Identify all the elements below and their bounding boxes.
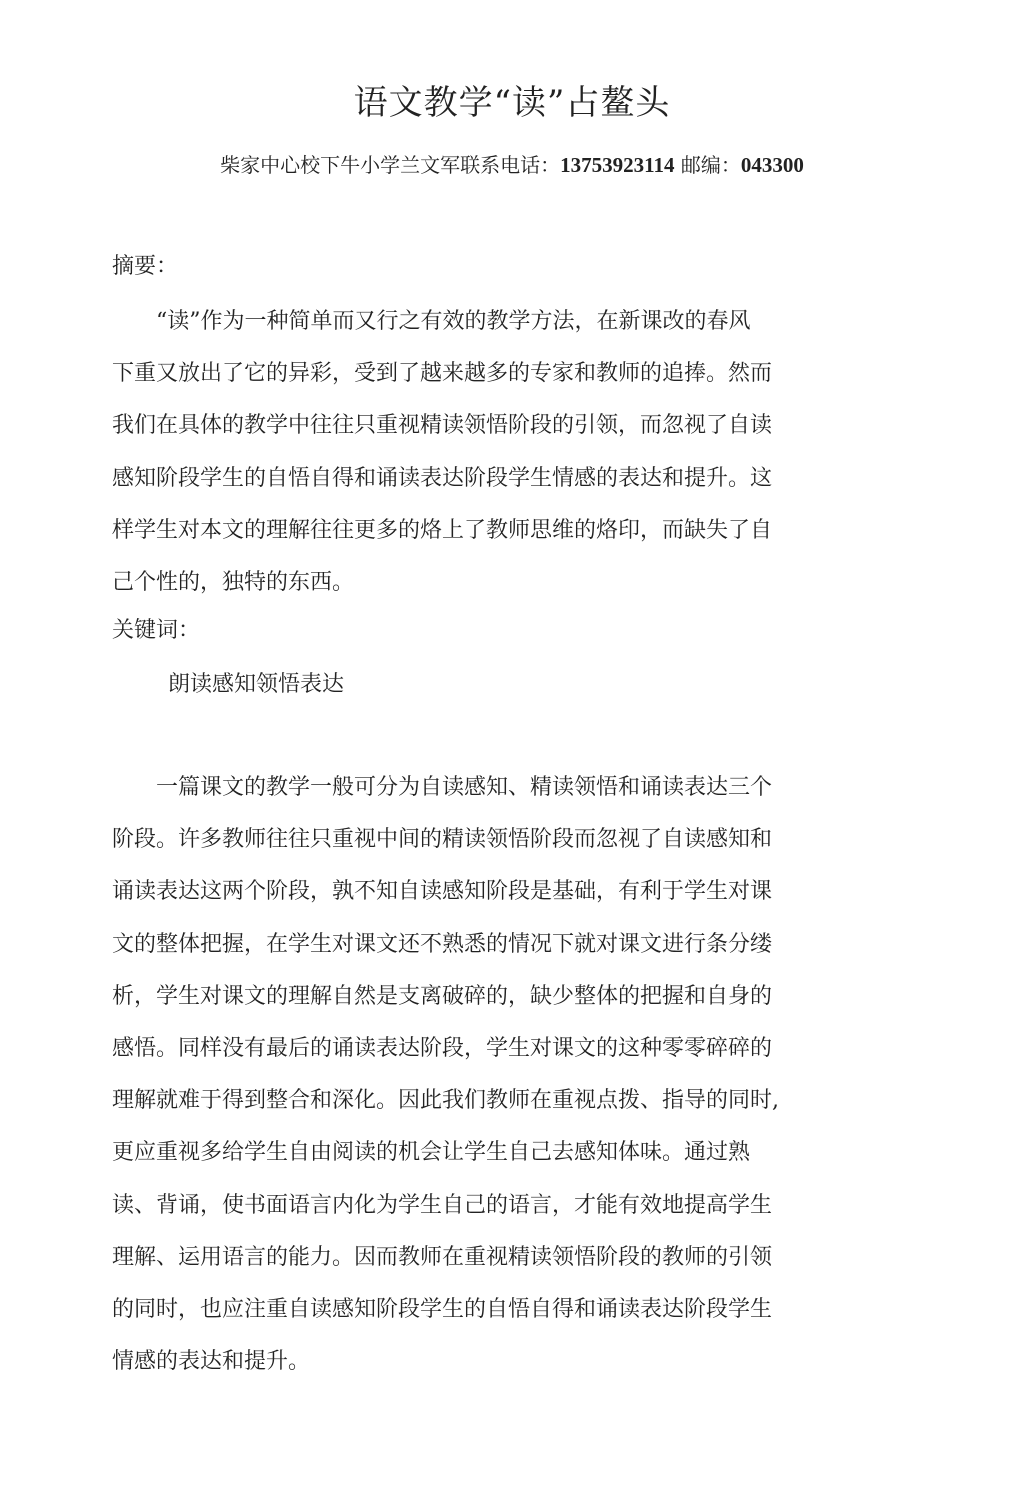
abstract-label: 摘要： [112, 254, 179, 279]
author-byline [0, 150, 1024, 180]
byline-phone: 13753923114 [560, 153, 675, 177]
byline-text: 柴家中心校下牛小学兰文军联系电话： [220, 153, 561, 177]
byline-zip-label: 邮编： [674, 153, 741, 177]
byline-zip: 043300 [740, 153, 804, 177]
body-paragraph: 一篇课文的教学一般可分为自读感知、精读领悟和诵读表达三个 阶段。许多教师往往只重视中间的精读领悟阶段而忽视了自读感知和 诵读表达这两个阶段，孰不知自读感知阶段是基础，有利于学生对课 文的整体把握，在学生对课文还不熟悉的情况下就对课文进行条分缕 析，学生对课文的理解自然是支离破碎的，缺少整体的把握和自身的 感悟。同样没有最后的诵读表达阶段，学生对课文的这种零零碎碎的 理解就难于得到整合和深化。因此我们教师在重视点拨、指导的同时, 更应重视多给学生自由阅读的机会让学生自己去感知体味。通过熟 读、背诵，使书面语言内化为学生自己的语言，才能有效地提高学生 理解、运用语言的能力。因而教师在重视精读领悟阶段的教师的引领 的同时，也应注重自读感知阶段学生的自悟自得和诵读表达阶段学生 情感的表达和提升。 [112, 775, 779, 1375]
page-title: 语文教学“读”占鳌头 [353, 83, 671, 123]
abstract-paragraph: “读”作为一种简单而又行之有效的教学方法，在新课改的春风 下重又放出了它的异彩，受到了越来越多的专家和教师的追捧。然而 我们在具体的教学中往往只重视精读领悟阶段的引领，而忽视了自读 感知阶段学生的自悟自得和诵读表达阶段学生情感的表达和提升。这 样学生对本文的理解往往更多的烙上了教师思维的烙印，而缺失了自 己个性的，独特的东西。 [112, 309, 773, 596]
keywords-text: 朗读感知领悟表达 [168, 672, 345, 697]
keywords-label: 关键词： [112, 618, 201, 643]
